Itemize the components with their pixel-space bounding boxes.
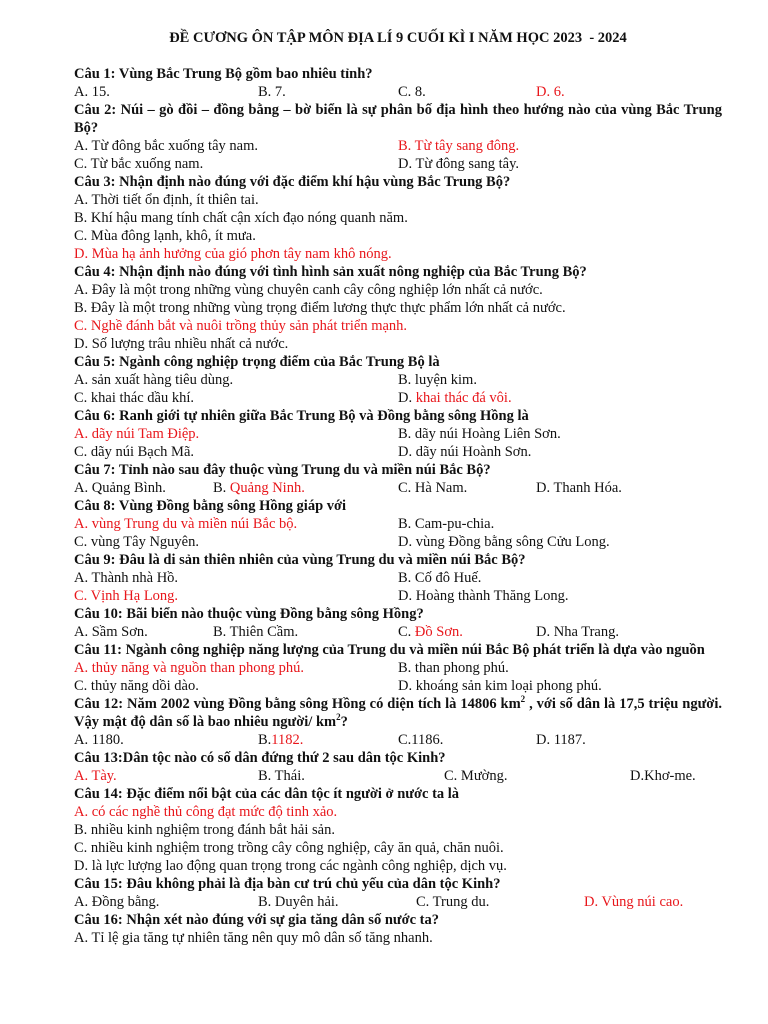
- option-d: D. Nha Trang.: [536, 624, 619, 640]
- option-a: A. Tỉ lệ gia tăng tự nhiên tăng nên quy mô dân số tăng nhanh.: [74, 930, 433, 946]
- question-14: Câu 14: Đặc điểm nổi bật của các dân tộc ít người ở nước ta là: [74, 786, 460, 802]
- options-row: [74, 389, 722, 407]
- superscript-2: 2: [336, 712, 341, 723]
- option-b-answer: Quảng Ninh.: [229, 480, 305, 496]
- options-row: [74, 767, 722, 785]
- option-a: A. Sầm Sơn.: [74, 624, 148, 640]
- option-c: C. Hà Nam.: [398, 480, 468, 496]
- option-c: C. vùng Tây Nguyên.: [74, 534, 199, 550]
- option-b: B. Đây là một trong những vùng trọng điểm lương thực thực phẩm lớn nhất cả nước.: [74, 300, 566, 316]
- option-d: D. Hoàng thành Thăng Long.: [398, 588, 569, 604]
- option-a-answer: A. dãy núi Tam Điệp.: [74, 426, 200, 442]
- question-12-text-2: , với số dân là 17,5 triệu người. Vậy mật độ dân số là bao nhiêu người/ km: [74, 696, 722, 730]
- option-b: B. Duyên hải.: [258, 894, 339, 910]
- options-row: [74, 371, 722, 389]
- option-d-answer: D. Vùng núi cao.: [584, 894, 684, 910]
- question-4: Câu 4: Nhận định nào đúng với tình hình sản xuất nông nghiệp của Bắc Trung Bộ?: [74, 264, 587, 280]
- question-11: Câu 11: Ngành công nghiệp năng lượng của Trung du và miền núi Bắc Bộ phát triển là dựa vào nguồn: [74, 642, 705, 658]
- option-b: B. than phong phú.: [398, 660, 509, 676]
- options-row: [74, 587, 722, 605]
- option-c: C. 8.: [398, 84, 426, 100]
- option-d: D. Thanh Hóa.: [536, 480, 622, 496]
- option-a-answer: A. vùng Trung du và miền núi Bắc bộ.: [74, 516, 298, 532]
- option-a: A. 1180.: [74, 732, 124, 748]
- question-2: Câu 2: Núi – gò đồi – đồng bằng – bờ biển là sự phân bố địa hình theo hướng nào của vùng Bắc Trung Bộ?: [74, 102, 722, 136]
- question-16: Câu 16: Nhận xét nào đúng với sự gia tăng dân số nước ta?: [74, 912, 440, 928]
- option-c: C.1186.: [398, 732, 444, 748]
- options-row: [74, 83, 722, 101]
- option-c-answer: C. Nghề đánh bắt và nuôi trồng thủy sản phát triển mạnh.: [74, 318, 408, 334]
- option-b: B. Cố đô Huế.: [398, 570, 482, 586]
- option-d: D. Số lượng trâu nhiều nhất cả nước.: [74, 336, 289, 352]
- options-row: [74, 515, 722, 533]
- option-c: C. Từ bắc xuống nam.: [74, 156, 204, 172]
- option-d: D. vùng Đồng bằng sông Cửu Long.: [398, 534, 610, 550]
- option-b: B. Cam-pu-chia.: [398, 516, 495, 532]
- option-a-answer: A. thủy năng và nguồn than phong phú.: [74, 660, 304, 676]
- question-3: Câu 3: Nhận định nào đúng với đặc điểm khí hậu vùng Bắc Trung Bộ?: [74, 174, 511, 190]
- options-row: [74, 893, 722, 911]
- question-12: [74, 695, 722, 731]
- option-b: B. Thái.: [258, 768, 305, 784]
- option-b: B. Thiên Cầm.: [213, 624, 299, 640]
- options-row: [74, 677, 722, 695]
- option-a-answer: A. có các nghề thủ công đạt mức độ tinh xảo.: [74, 804, 338, 820]
- options-row: [74, 623, 722, 641]
- option-c: C. khai thác dầu khí.: [74, 390, 195, 406]
- option-c: C. Mường.: [444, 768, 508, 784]
- options-row: [74, 533, 722, 551]
- option-d: D. dãy núi Hoành Sơn.: [398, 444, 532, 460]
- option-a-answer: A. Tày.: [74, 768, 117, 784]
- option-c: C. dãy núi Bạch Mã.: [74, 444, 195, 460]
- option-c: C. nhiều kinh nghiệm trong trồng cây công nghiệp, cây ăn quả, chăn nuôi.: [74, 840, 504, 856]
- option-c-answer: Đồ Sơn.: [414, 624, 463, 640]
- question-9: Câu 9: Đâu là di sản thiên nhiên của vùng Trung du và miền núi Bắc Bộ?: [74, 552, 526, 568]
- option-a: A. Thành nhà Hồ.: [74, 570, 179, 586]
- option-b: B. Khí hậu mang tính chất cận xích đạo nóng quanh năm.: [74, 210, 408, 226]
- question-12-text-3: ?: [340, 714, 348, 730]
- option-b: B. 7.: [258, 84, 286, 100]
- question-12-text-1: Câu 12: Năm 2002 vùng Đồng bằng sông Hồng có diện tích là 14806 km: [74, 696, 521, 712]
- option-d: D. Từ đông sang tây.: [398, 156, 520, 172]
- question-15: Câu 15: Đâu không phải là địa bàn cư trú chủ yếu của dân tộc Kinh?: [74, 876, 501, 892]
- option-b-label: B.: [258, 732, 272, 748]
- option-d-label: D.: [398, 390, 413, 406]
- option-a: A. Quảng Bình.: [74, 480, 166, 496]
- option-b: B. luyện kim.: [398, 372, 477, 388]
- question-5: Câu 5: Ngành công nghiệp trọng điểm của Bắc Trung Bộ là: [74, 354, 440, 370]
- options-row: [74, 155, 722, 173]
- option-c: [398, 623, 463, 641]
- option-a: A. sản xuất hàng tiêu dùng.: [74, 372, 234, 388]
- option-a: A. Thời tiết ổn định, ít thiên tai.: [74, 192, 259, 208]
- option-d: [398, 389, 512, 407]
- option-b-label: B.: [213, 480, 227, 496]
- option-a: A. Từ đông bắc xuống tây nam.: [74, 138, 258, 154]
- option-c-answer: C. Vịnh Hạ Long.: [74, 588, 179, 604]
- document-page: [74, 30, 722, 947]
- options-row: [74, 569, 722, 587]
- question-8: Câu 8: Vùng Đồng bằng sông Hồng giáp với: [74, 498, 347, 514]
- question-7: Câu 7: Tỉnh nào sau đây thuộc vùng Trung du và miền núi Bắc Bộ?: [74, 462, 491, 478]
- options-row: [74, 137, 722, 155]
- option-d: D. 1187.: [536, 732, 586, 748]
- option-b: [258, 731, 303, 749]
- option-d-answer: D. Mùa hạ ảnh hưởng của gió phơn tây nam khô nóng.: [74, 246, 392, 262]
- options-row: [74, 425, 722, 443]
- options-row: [74, 659, 722, 677]
- options-row: [74, 479, 722, 497]
- option-d: D. khoáng sản kim loại phong phú.: [398, 678, 602, 694]
- document-title: ĐỀ CƯƠNG ÔN TẬP MÔN ĐỊA LÍ 9 CUỐI KÌ I NĂM HỌC 2023 - 2024: [169, 30, 627, 46]
- superscript-2: 2: [520, 694, 526, 705]
- options-row: [74, 443, 722, 461]
- option-c-label: C.: [398, 624, 412, 640]
- question-1: Câu 1: Vùng Bắc Trung Bộ gồm bao nhiêu tỉnh?: [74, 66, 373, 82]
- option-b: B. dãy núi Hoàng Liên Sơn.: [398, 426, 561, 442]
- option-b: B. nhiều kinh nghiệm trong đánh bắt hải sản.: [74, 822, 335, 838]
- option-b: [213, 479, 305, 497]
- option-b-answer: B. Từ tây sang đông.: [398, 138, 520, 154]
- question-6: Câu 6: Ranh giới tự nhiên giữa Bắc Trung Bộ và Đồng bằng sông Hồng là: [74, 408, 529, 424]
- option-c: C. Mùa đông lạnh, khô, ít mưa.: [74, 228, 256, 244]
- option-c: C. Trung du.: [416, 894, 490, 910]
- option-a: A. Đây là một trong những vùng chuyên canh cây công nghiệp lớn nhất cả nước.: [74, 282, 543, 298]
- option-d-answer: khai thác đá vôi.: [415, 390, 512, 406]
- options-row: [74, 731, 722, 749]
- question-13: Câu 13:Dân tộc nào có số dân đứng thứ 2 sau dân tộc Kinh?: [74, 750, 446, 766]
- option-d-answer: D. 6.: [536, 84, 565, 100]
- option-a: A. Đồng bằng.: [74, 894, 160, 910]
- option-c: C. thủy năng dồi dào.: [74, 678, 199, 694]
- option-b-answer: 1182.: [271, 732, 304, 748]
- option-d: D.Khơ-me.: [630, 768, 696, 784]
- option-d: D. là lực lượng lao động quan trọng trong các ngành công nghiệp, dịch vụ.: [74, 858, 507, 874]
- question-10: Câu 10: Bãi biển nào thuộc vùng Đồng bằng sông Hồng?: [74, 606, 424, 622]
- option-a: A. 15.: [74, 84, 110, 100]
